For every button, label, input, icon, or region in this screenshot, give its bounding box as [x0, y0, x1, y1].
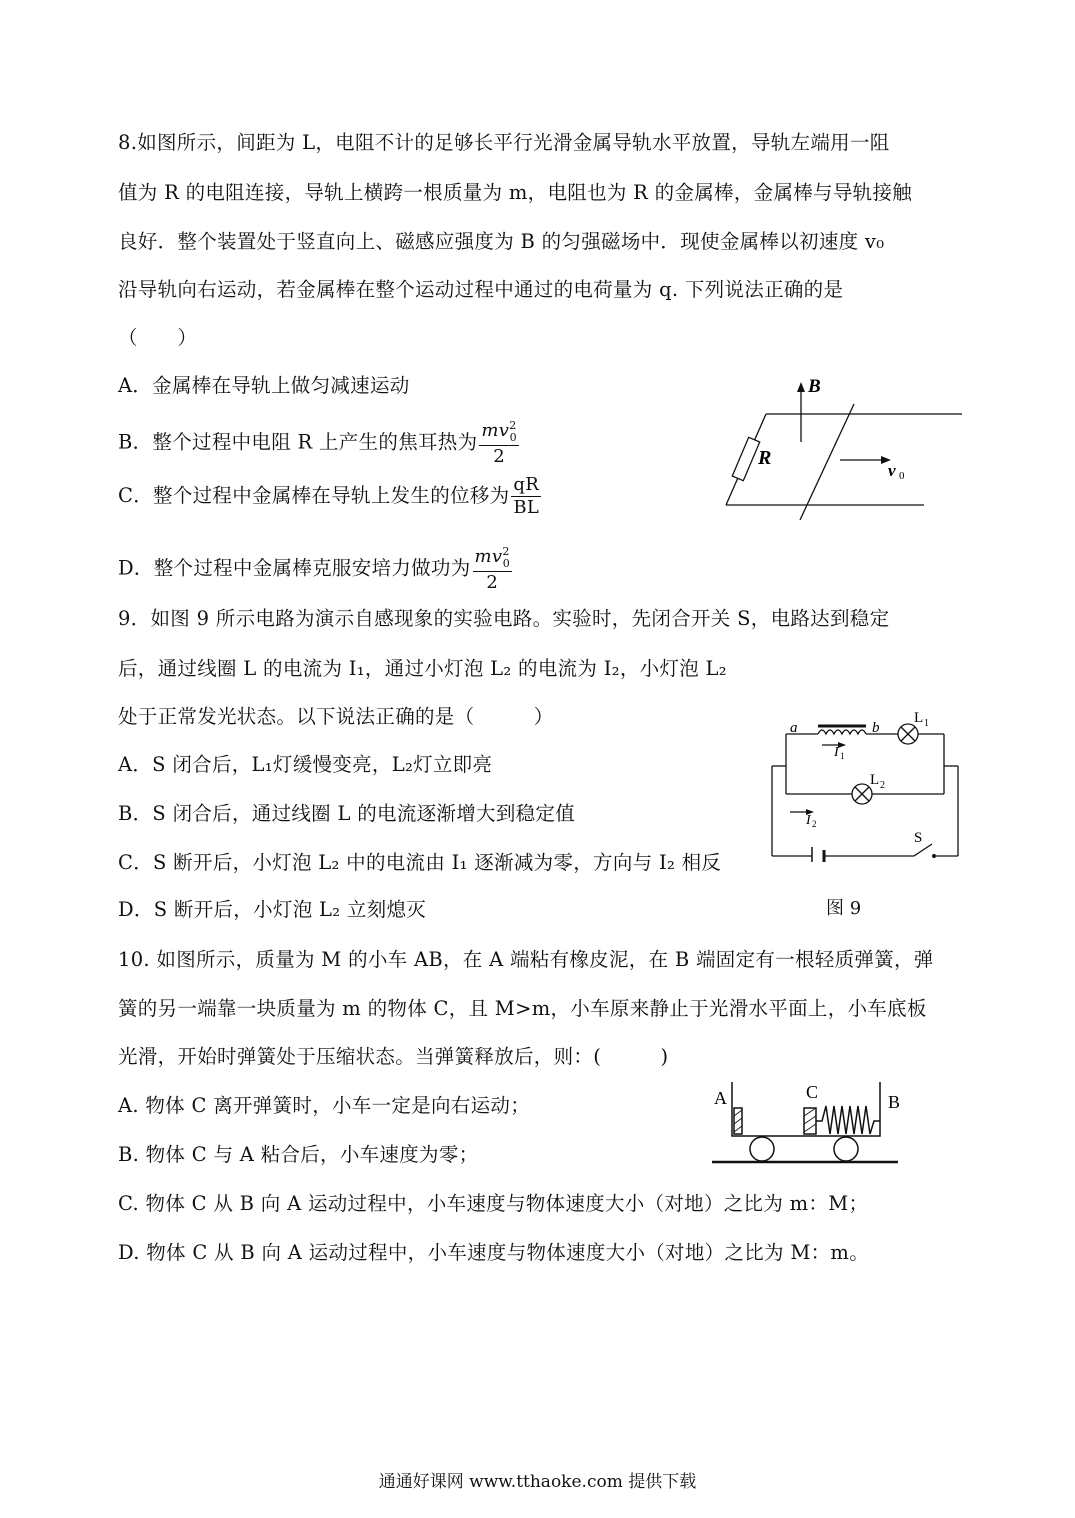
q8-line-3: 良好．整个装置处于竖直向上、磁感应强度为 B 的匀强磁场中．现使金属棒以初速度 v₀ [118, 230, 885, 253]
q10-line-1: 10. 如图所示，质量为 M 的小车 AB，在 A 端粘有橡皮泥，在 B 端固定有一根轻质弹簧，弹 [118, 948, 934, 971]
q9-option-d: D．S 断开后，小灯泡 L₂ 立刻熄灭 [118, 898, 427, 921]
q10-line-2: 簧的另一端靠一块质量为 m 的物体 C，且 M>m，小车原来静止于光滑水平面上，小车底板 [118, 997, 927, 1020]
label-i1-sub: 1 [840, 751, 845, 761]
q8-b-sup: 2 [509, 419, 517, 432]
q8-line-2: 值为 R 的电阻连接，导轨上横跨一根质量为 m，电阻也为 R 的金属棒，金属棒与导轨接触 [118, 181, 913, 204]
q8-option-a: A．金属棒在导轨上做匀减速运动 [118, 374, 410, 397]
q9-line-2: 后，通过线圈 L 的电流为 I₁，通过小灯泡 L₂ 的电流为 I₂，小灯泡 L₂ [118, 657, 727, 680]
label-v: v [888, 461, 896, 480]
q8-d-sup: 2 [502, 545, 510, 558]
q9-option-a: A．S 闭合后，L₁灯缓慢变亮，L₂灯立即亮 [118, 753, 493, 776]
label-l1-sub: 1 [924, 718, 929, 729]
q8-option-c-fraction [511, 476, 541, 517]
q10-option-c: C. 物体 C 从 B 向 A 运动过程中，小车速度与物体速度大小（对地）之比为 m：M； [118, 1192, 869, 1215]
q9-line-3: 处于正常发光状态。以下说法正确的是（ ） [118, 705, 554, 728]
resistor-r [732, 437, 759, 480]
q8-c-denominator: BL [513, 497, 540, 518]
q9-line-1: 9．如图 9 所示电路为演示自感现象的实验电路。实验时，先闭合开关 S，电路达到稳定 [118, 607, 890, 630]
q8-b-denominator: 2 [493, 445, 506, 467]
switch-contact [932, 854, 936, 858]
inductor-coil [818, 730, 866, 734]
q8-option-b-text: B．整个过程中电阻 R 上产生的焦耳热为 [118, 430, 478, 454]
q8-option-c-text: C．整个过程中金属棒在导轨上发生的位移为 [118, 484, 510, 507]
label-a: a [790, 720, 798, 736]
figure-9-caption: 图 9 [826, 898, 862, 919]
q8-option-d-fraction [473, 546, 512, 592]
q8-d-sub: 0 [502, 556, 511, 570]
label-i1: I [834, 745, 839, 760]
q10-cart-figure [708, 1076, 908, 1168]
page-footer: 通通好课网 www.tthaoke.com 提供下载 [378, 1472, 697, 1492]
q10-option-d: D. 物体 C 从 B 向 A 运动过程中，小车速度与物体速度大小（对地）之比为 M：m。 [118, 1241, 870, 1264]
label-v-sub: 0 [899, 470, 905, 482]
wheel-right [834, 1137, 858, 1161]
q9-circuit-figure [768, 700, 964, 862]
label-b: b [872, 720, 880, 736]
label-a: A [714, 1088, 727, 1108]
metal-rod [800, 404, 854, 520]
spring [816, 1106, 880, 1134]
label-c: C [806, 1082, 819, 1102]
q9-option-c: C．S 断开后，小灯泡 L₂ 中的电流由 I₁ 逐渐减为零，方向与 I₂ 相反 [118, 851, 722, 874]
q8-d-denominator: 2 [486, 571, 499, 593]
q10-option-b: B. 物体 C 与 A 粘合后，小车速度为零； [118, 1143, 479, 1166]
q10-line-3: 光滑，开始时弹簧处于压缩状态。当弹簧释放后，则：( ) [118, 1045, 669, 1068]
q8-option-d-text: D．整个过程中金属棒克服安培力做功为 [118, 556, 471, 580]
label-b: B [808, 376, 821, 397]
q8-option-b-fraction [479, 420, 518, 466]
q8-b-numerator: mv [481, 420, 510, 441]
label-l2: L [870, 772, 880, 788]
label-s: S [914, 830, 923, 846]
q8-line-5: （ ） [118, 326, 198, 349]
label-i2-sub: 2 [812, 819, 817, 829]
q8-option-d [118, 546, 512, 592]
q8-c-numerator: qR [513, 474, 540, 495]
label-b: B [888, 1092, 901, 1112]
label-i2: I [806, 813, 811, 828]
q8-rail-figure [718, 372, 968, 524]
q8-line-4: 沿导轨向右运动，若金属棒在整个运动过程中通过的电荷量为 q. 下列说法正确的是 [118, 278, 844, 301]
q9-option-b: B．S 闭合后，通过线圈 L 的电流逐渐增大到稳定值 [118, 802, 576, 825]
q8-option-c [118, 476, 541, 517]
label-l1: L [914, 710, 924, 726]
wheel-left [750, 1137, 774, 1161]
q8-d-numerator: mv [474, 546, 503, 567]
label-r: R [758, 447, 772, 469]
q8-b-sub: 0 [509, 430, 517, 444]
q8-line-1: 8.如图所示，间距为 L，电阻不计的足够长平行光滑金属导轨水平放置，导轨左端用一阻 [118, 131, 890, 154]
label-l2-sub: 2 [880, 780, 885, 791]
b-arrowhead [797, 382, 805, 392]
q8-option-b [118, 420, 519, 466]
q10-option-a: A. 物体 C 离开弹簧时，小车一定是向右运动； [118, 1094, 530, 1117]
